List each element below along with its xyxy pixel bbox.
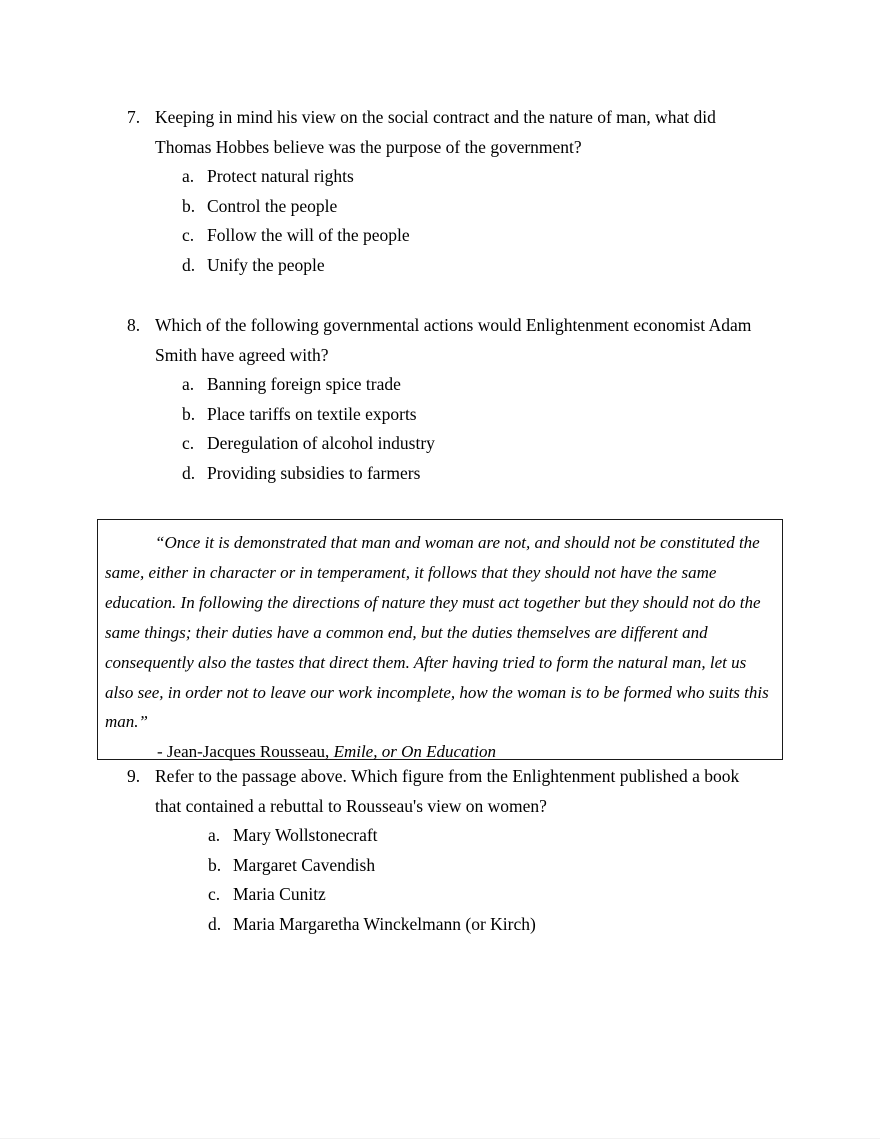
question-7-option-c[interactable] xyxy=(182,221,767,251)
question-9-option-c[interactable] xyxy=(208,880,767,910)
question-8-number: 8. xyxy=(127,315,141,335)
option-letter: c. xyxy=(182,433,195,454)
question-block-9 xyxy=(127,762,767,939)
option-letter: a. xyxy=(182,374,195,394)
option-text: Mary Wollstonecraft xyxy=(233,825,378,845)
option-letter: b. xyxy=(208,854,222,875)
question-8-option-c[interactable] xyxy=(182,429,767,459)
option-text: Follow the will of the people xyxy=(207,225,410,246)
question-9-text: Refer to the passage above. Which figure from the Enlightenment published a book that contained a rebuttal to Rousseau's view on women? xyxy=(155,766,740,816)
option-text: Place tariffs on textile exports xyxy=(207,403,417,424)
option-text: Maria Cunitz xyxy=(233,884,326,905)
question-7-number: 7. xyxy=(127,107,141,127)
question-9-option-a[interactable] xyxy=(208,821,767,851)
question-9-prompt-row xyxy=(127,762,767,821)
option-letter: d. xyxy=(182,462,196,483)
option-letter: a. xyxy=(182,166,195,186)
option-letter: d. xyxy=(208,913,222,934)
passage-quote-box xyxy=(97,519,783,760)
option-text: Control the people xyxy=(207,195,338,216)
question-8-prompt-row xyxy=(127,311,767,370)
passage-attribution-work: Emile, or On Education xyxy=(333,742,496,762)
option-text: Protect natural rights xyxy=(207,166,354,186)
option-text: Providing subsidies to farmers xyxy=(207,462,421,483)
passage-body: “Once it is demonstrated that man and woman are not, and should not be constituted the same, either in character or in temperament, it follows that they should not have the same education. In following the directions of nature they must act together but they should not do the same things; their duties have a common end, but the duties themselves are different and consequently also the tastes that direct them. After having tried to form the natural man, let us also see, in order not to leave our work incomplete, how the woman is to be formed who suits this man.” xyxy=(105,533,769,732)
question-7-options xyxy=(127,162,767,280)
option-letter: b. xyxy=(182,403,196,424)
question-7-option-a[interactable] xyxy=(182,162,767,192)
option-text: Margaret Cavendish xyxy=(233,854,376,875)
question-9-options xyxy=(127,821,767,939)
question-8-text: Which of the following governmental actions would Enlightenment economist Adam Smith have agreed with? xyxy=(155,315,752,365)
question-8-option-d[interactable] xyxy=(182,459,767,489)
passage-attribution-author: - Jean-Jacques Rousseau, xyxy=(157,742,334,762)
question-8-option-a[interactable] xyxy=(182,370,767,400)
question-8-option-b[interactable] xyxy=(182,400,767,430)
option-text: Banning foreign spice trade xyxy=(207,374,401,394)
option-letter: c. xyxy=(182,225,195,246)
question-8-options xyxy=(127,370,767,488)
option-letter: b. xyxy=(182,195,196,216)
option-text: Unify the people xyxy=(207,254,325,275)
question-7-prompt-row xyxy=(127,103,767,162)
option-text: Maria Margaretha Winckelmann (or Kirch) xyxy=(233,913,536,934)
question-block-7 xyxy=(127,103,767,280)
question-9-number: 9. xyxy=(127,766,141,786)
question-7-option-b[interactable] xyxy=(182,192,767,222)
question-7-text: Keeping in mind his view on the social contract and the nature of man, what did Thomas Hobbes believe was the purpose of the government? xyxy=(155,107,716,157)
question-9-option-b[interactable] xyxy=(208,851,767,881)
option-letter: a. xyxy=(208,825,221,845)
option-letter: d. xyxy=(182,254,196,275)
question-7-option-d[interactable] xyxy=(182,251,767,281)
option-letter: c. xyxy=(208,884,221,905)
option-text: Deregulation of alcohol industry xyxy=(207,433,435,454)
question-9-option-d[interactable] xyxy=(208,910,767,940)
question-block-8 xyxy=(127,311,767,488)
